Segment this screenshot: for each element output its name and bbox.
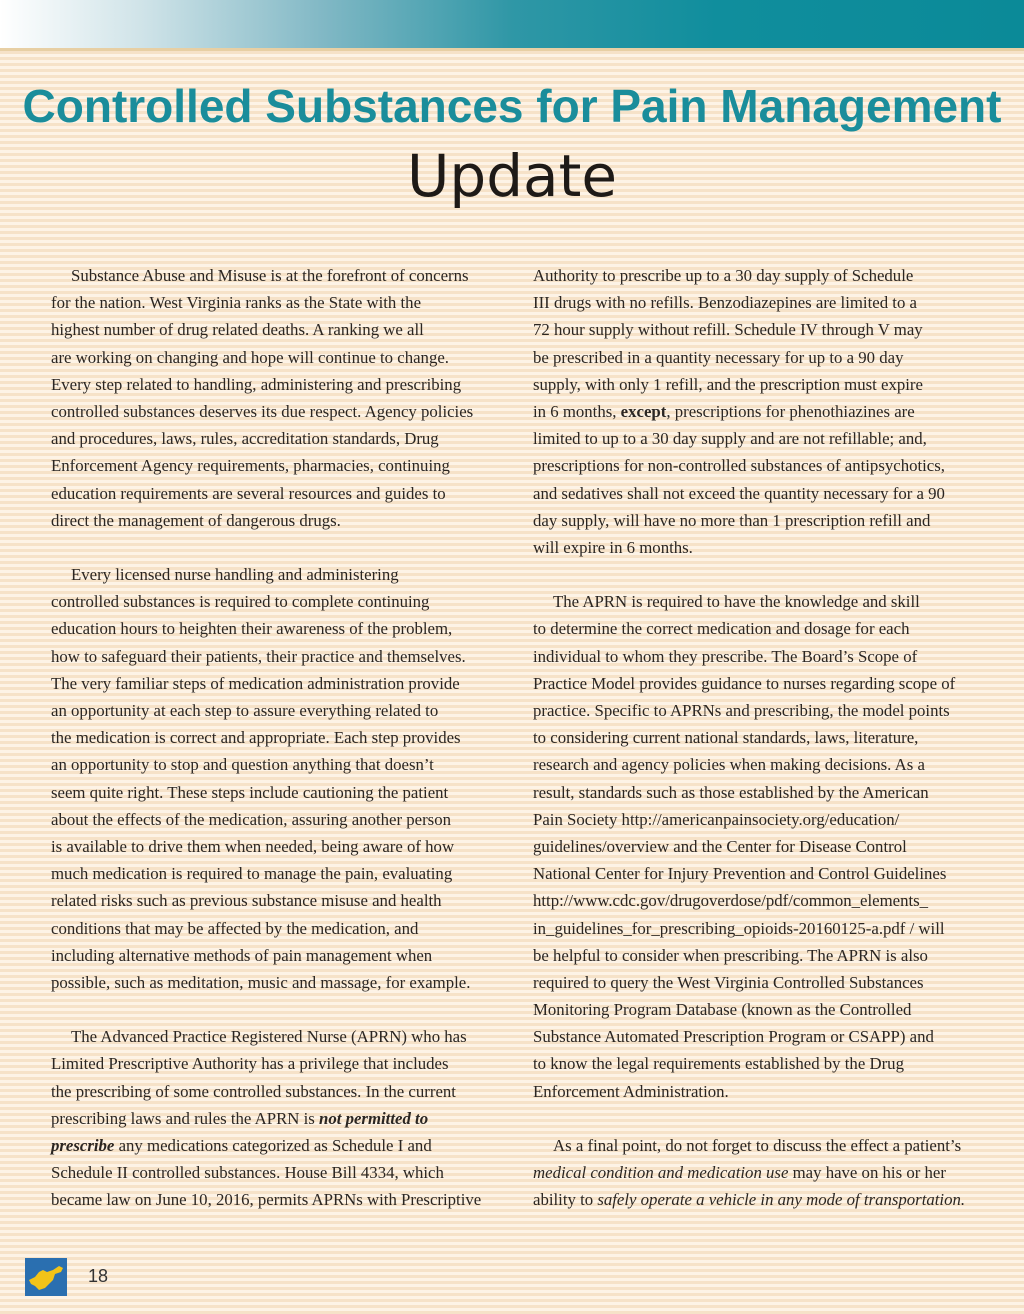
text-line-mixed — [533, 398, 993, 425]
text-line: research and agency policies when making decisions. As a — [533, 755, 925, 775]
text-line: education hours to heighten their awareness of the problem, — [51, 619, 453, 639]
emphasis-safely-operate: safely operate a vehicle in any mode of transportation. — [597, 1190, 966, 1210]
text-line: The Advanced Practice Registered Nurse (APRN) who has — [71, 1027, 467, 1047]
west-virginia-map-icon — [25, 1258, 67, 1296]
emphasis-medical-condition: medical condition and medication use — [533, 1163, 789, 1183]
header-band — [0, 0, 1024, 51]
text-line: As a final point, do not forget to discuss the effect a patient’s — [553, 1136, 962, 1155]
text-line: The very familiar steps of medication administration provide — [51, 673, 460, 693]
text-line: became law on June 10, 2016, permits APRNs with Prescriptive — [51, 1190, 482, 1210]
paragraph-gap — [533, 1105, 993, 1132]
text-line: to determine the correct medication and dosage for each — [533, 619, 910, 639]
text-run: ability to — [533, 1190, 598, 1210]
text-line: 72 hour supply without refill. Schedule IV through V may — [533, 320, 923, 340]
text-line: controlled substances deserves its due respect. Agency policies — [51, 401, 474, 421]
text-line: how to safeguard their patients, their practice and themselves. — [51, 646, 466, 666]
text-line: will expire in 6 months. — [533, 537, 693, 557]
left-column — [51, 262, 511, 1214]
text-line-url: Pain Society http://americanpainsociety.org/education/ — [533, 809, 900, 829]
text-line: highest number of drug related deaths. A ranking we all — [51, 320, 424, 340]
paragraph-gap — [533, 561, 993, 588]
text-line: prescriptions for non-controlled substances of antipsychotics, — [533, 456, 945, 476]
text-line: required to query the West Virginia Controlled Substances — [533, 972, 924, 992]
text-line: practice. Specific to APRNs and prescribing, the model points — [533, 701, 950, 720]
text-line-mixed — [533, 1159, 993, 1186]
text-line: to know the legal requirements established by the Drug — [533, 1054, 904, 1074]
text-line: Substance Automated Prescription Program or CSAPP) and — [533, 1027, 934, 1047]
text-line: about the effects of the medication, assuring another person — [51, 809, 451, 829]
text-run: prescribing laws and rules the APRN is — [51, 1108, 319, 1128]
text-line: including alternative methods of pain management when — [51, 945, 433, 965]
text-line: III drugs with no refills. Benzodiazepines are limited to a — [533, 293, 917, 313]
text-line: an opportunity at each step to assure everything related to — [51, 701, 439, 720]
text-line: Limited Prescriptive Authority has a privilege that includes — [51, 1054, 449, 1074]
text-line: Authority to prescribe up to a 30 day supply of Schedule — [533, 266, 914, 285]
text-line: The APRN is required to have the knowledge and skill — [553, 592, 920, 612]
text-run: , prescriptions for phenothiazines are — [666, 401, 915, 421]
text-line: education requirements are several resources and guides to — [51, 483, 446, 503]
text-line: conditions that may be affected by the medication, and — [51, 918, 419, 938]
text-line: be helpful to consider when prescribing. The APRN is also — [533, 945, 928, 965]
text-line: is available to drive them when needed, being aware of how — [51, 836, 455, 856]
text-line: Practice Model provides guidance to nurses regarding scope of — [533, 673, 956, 693]
text-run: may have on his or her — [788, 1163, 946, 1183]
text-line: the medication is correct and appropriate. Each step provides — [51, 728, 461, 748]
text-line: guidelines/overview and the Center for Disease Control — [533, 836, 907, 856]
text-line-mixed — [51, 1105, 511, 1132]
page-subtitle: Update — [406, 142, 618, 210]
text-line: Enforcement Administration. — [533, 1081, 729, 1101]
text-line-url: http://www.cdc.gov/drugoverdose/pdf/common_elements_ — [533, 891, 929, 911]
text-line-mixed — [51, 1132, 511, 1159]
text-run: any medications categorized as Schedule I and — [114, 1136, 432, 1155]
text-line: be prescribed in a quantity necessary for up to a 90 day — [533, 347, 904, 367]
text-line: Substance Abuse and Misuse is at the forefront of concerns — [71, 266, 469, 285]
text-line: Monitoring Program Database (known as the Controlled — [533, 1000, 912, 1020]
text-line: Every step related to handling, administering and prescribing — [51, 374, 462, 394]
text-line: to considering current national standards, laws, literature, — [533, 728, 919, 748]
emphasis-prescribe: prescribe — [51, 1136, 115, 1155]
text-line: an opportunity to stop and question anything that doesn’t — [51, 755, 434, 775]
text-line: and procedures, laws, rules, accreditation standards, Drug — [51, 429, 439, 449]
text-line: day supply, will have no more than 1 prescription refill and — [533, 510, 931, 530]
text-line: the prescribing of some controlled substances. In the current — [51, 1081, 456, 1101]
paragraph-gap — [51, 996, 511, 1023]
text-line: limited to up to a 30 day supply and are not refillable; and, — [533, 429, 927, 449]
right-column — [533, 262, 993, 1214]
text-line: individual to whom they prescribe. The Board’s Scope of — [533, 646, 918, 666]
text-line-mixed — [533, 1186, 993, 1213]
text-line: seem quite right. These steps include cautioning the patient — [51, 782, 449, 802]
text-line: controlled substances is required to complete continuing — [51, 592, 430, 612]
page-title: Controlled Substances for Pain Management — [22, 80, 1002, 132]
page-number: 18 — [88, 1266, 109, 1286]
text-line-url: in_guidelines_for_prescribing_opioids-20160125-a.pdf / will — [533, 918, 945, 938]
text-line: possible, such as meditation, music and massage, for example. — [51, 972, 471, 992]
text-line: and sedatives shall not exceed the quantity necessary for a 90 — [533, 483, 945, 503]
text-line: are working on changing and hope will continue to change. — [51, 347, 449, 367]
text-line: direct the management of dangerous drugs. — [51, 510, 341, 530]
text-line: Schedule II controlled substances. House Bill 4334, which — [51, 1163, 444, 1183]
text-line: for the nation. West Virginia ranks as the State with the — [51, 293, 422, 313]
text-line: related risks such as previous substance misuse and health — [51, 891, 442, 911]
emphasis-not-permitted: not permitted to — [319, 1108, 429, 1128]
paragraph-gap — [51, 534, 511, 561]
text-line: Every licensed nurse handling and administering — [71, 565, 399, 585]
text-line: much medication is required to manage the pain, evaluating — [51, 864, 453, 884]
emphasis-except: except — [620, 401, 667, 421]
text-line: result, standards such as those established by the American — [533, 782, 929, 802]
text-line: Enforcement Agency requirements, pharmacies, continuing — [51, 456, 450, 476]
text-run: in 6 months, — [533, 401, 621, 421]
text-line: National Center for Injury Prevention and Control Guidelines — [533, 864, 947, 884]
text-line: supply, with only 1 refill, and the prescription must expire — [533, 374, 923, 394]
